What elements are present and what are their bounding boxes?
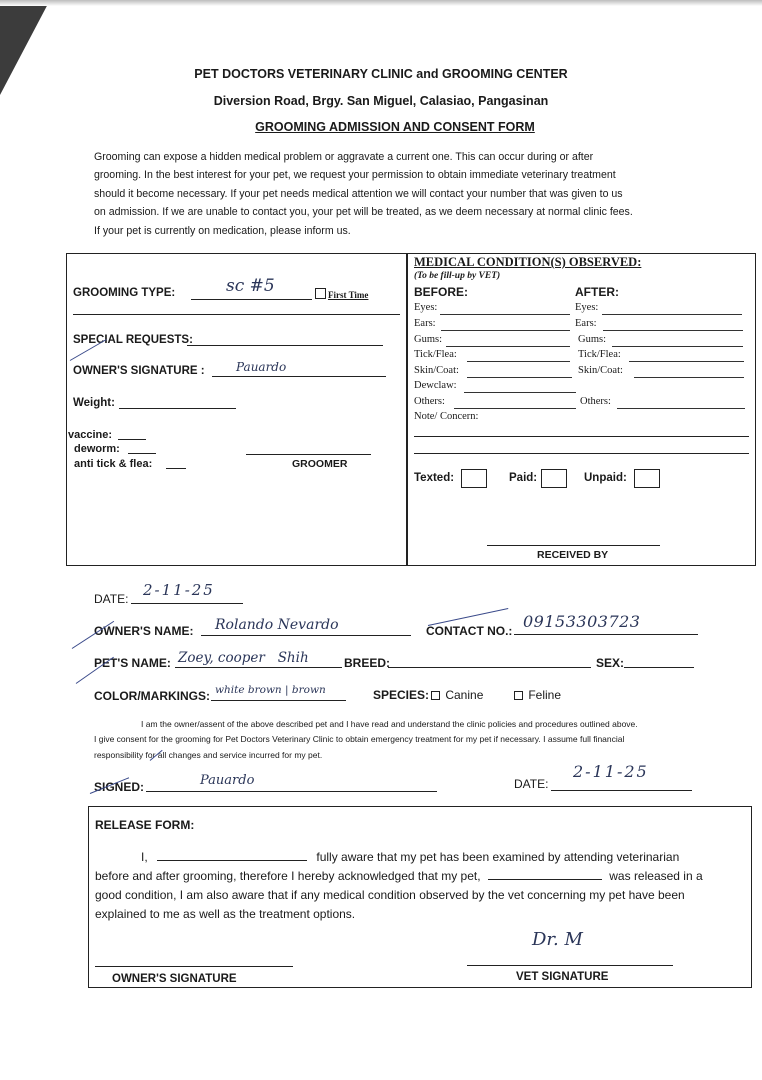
consent-date-field[interactable] xyxy=(551,790,692,791)
clinic-address: Diversion Road, Brgy. San Miguel, Calasiao, Pangasinan xyxy=(213,94,549,108)
before-others-field[interactable] xyxy=(454,408,576,409)
after-skincoat-field[interactable] xyxy=(634,377,744,378)
vaccine-field[interactable] xyxy=(118,439,146,440)
received-by-line xyxy=(487,545,660,546)
column-divider xyxy=(406,253,408,566)
release-title: RELEASE FORM: xyxy=(95,818,195,832)
deworm-field[interactable] xyxy=(128,453,156,454)
release-line-1 xyxy=(95,848,755,867)
note-concern-label: Note/ Concern: xyxy=(414,411,479,422)
grooming-type-line-2 xyxy=(73,314,400,315)
signed-label: SIGNED: xyxy=(94,780,145,794)
groomer-label: GROOMER xyxy=(292,458,348,470)
deworm-label: deworm: xyxy=(74,443,120,455)
owner-name-value: Rolando Nevardo xyxy=(215,617,339,633)
release-line-3: good condition, I am also aware that if any medical condition observed by the vet concerning my pet have been xyxy=(95,888,685,902)
signed-value: Pauardo xyxy=(200,773,255,788)
signed-field[interactable] xyxy=(146,791,437,792)
species-label: SPECIES: xyxy=(373,688,430,702)
texted-label: Texted: xyxy=(414,472,455,484)
consent-line-3: responsibility for all changes and service incurred for my pet. xyxy=(94,750,323,760)
release-owner-name-field[interactable] xyxy=(157,860,307,861)
scan-top-shadow xyxy=(0,0,762,6)
intro-line: should it become necessary. If your pet needs medical attention we will contact your number that was given to us xyxy=(94,187,623,200)
groomer-line xyxy=(246,454,371,455)
note-line-2[interactable] xyxy=(414,453,749,454)
consent-line-2: I give consent for the grooming for Pet Doctors Veterinary Clinic to obtain emergency treatment for my pet if necessary. I assume full financial xyxy=(94,734,625,744)
after-others-field[interactable] xyxy=(617,408,745,409)
contact-label: CONTACT NO.: xyxy=(426,624,513,638)
contact-field[interactable] xyxy=(514,634,698,635)
before-dewclaw-field[interactable] xyxy=(464,392,576,393)
canine-label: Canine xyxy=(445,688,484,702)
before-others-label: Others: xyxy=(414,396,445,407)
anti-tick-field[interactable] xyxy=(166,468,186,469)
date-field[interactable] xyxy=(131,603,243,604)
before-ears-label: Ears: xyxy=(414,318,436,329)
intro-line: on admission. If we are unable to contact you, your pet will be treated, as we deem necessary at normal clinic fees. xyxy=(94,206,633,219)
special-requests-label: SPECIAL REQUESTS: xyxy=(73,334,193,346)
color-markings-label: COLOR/MARKINGS: xyxy=(94,689,210,703)
weight-label: Weight: xyxy=(73,397,115,409)
release-pet-name-field[interactable] xyxy=(488,879,602,880)
before-eyes-field[interactable] xyxy=(440,314,570,315)
date-value: 2-11-25 xyxy=(143,581,215,599)
release-line-4: explained to me as well as the treatment options. xyxy=(95,907,356,921)
owner-signature-release-line[interactable] xyxy=(95,966,293,967)
form-title: GROOMING ADMISSION AND CONSENT FORM xyxy=(255,120,535,134)
after-skincoat-label: Skin/Coat: xyxy=(578,365,623,376)
intro-line: If your pet is currently on medication, please inform us. xyxy=(94,224,351,237)
pet-name-label: PET'S NAME: xyxy=(94,656,171,670)
note-line-1[interactable] xyxy=(414,436,749,437)
weight-field[interactable] xyxy=(119,408,236,409)
medical-title: MEDICAL CONDITION(S) OBSERVED: xyxy=(414,255,642,269)
first-time-box[interactable] xyxy=(315,288,326,299)
before-label: BEFORE: xyxy=(414,285,468,299)
owner-name-field[interactable] xyxy=(201,635,411,636)
release-i: I, xyxy=(141,850,148,864)
pet-name-field[interactable] xyxy=(175,667,342,668)
before-dewclaw-label: Dewclaw: xyxy=(414,380,457,391)
sex-field[interactable] xyxy=(624,667,694,668)
after-eyes-field[interactable] xyxy=(602,314,742,315)
unpaid-checkbox[interactable] xyxy=(634,469,660,488)
unpaid-label: Unpaid: xyxy=(584,472,627,484)
contact-value: 09153303723 xyxy=(523,612,641,631)
feline-label: Feline xyxy=(528,688,562,702)
vet-signature-value: Dr. M xyxy=(532,929,583,950)
first-time-label: First Time xyxy=(328,290,369,300)
before-eyes-label: Eyes: xyxy=(414,302,438,313)
sex-label: SEX: xyxy=(596,656,625,670)
before-tickflea-label: Tick/Flea: xyxy=(414,349,457,360)
vaccine-label: vaccine: xyxy=(68,429,113,441)
consent-line-1: I am the owner/assent of the above described pet and I have read and understand the clinic policies and procedures outlined above. xyxy=(141,719,638,729)
breed-field[interactable] xyxy=(388,667,591,668)
before-skincoat-field[interactable] xyxy=(467,377,572,378)
consent-date-label: DATE: xyxy=(514,777,549,791)
owner-signature-release-label: OWNER'S SIGNATURE xyxy=(112,973,237,985)
release-line1-text: fully aware that my pet has been examined by attending veterinarian xyxy=(316,850,680,864)
owner-signature-field[interactable] xyxy=(212,376,386,377)
intro-line: grooming. In the best interest for your pet, we request your permission to obtain immediate veterinary treatment xyxy=(94,169,616,182)
species-feline-option[interactable] xyxy=(514,688,561,702)
date-label: DATE: xyxy=(94,592,129,606)
grooming-type-label: GROOMING TYPE: xyxy=(73,287,176,299)
special-requests-field[interactable] xyxy=(187,345,383,346)
owner-name-label: OWNER'S NAME: xyxy=(94,624,194,638)
owner-signature-value: Pauardo xyxy=(236,360,287,374)
before-tickflea-field[interactable] xyxy=(467,361,570,362)
release-line-2 xyxy=(95,867,755,886)
before-gums-label: Gums: xyxy=(414,334,443,345)
before-skincoat-label: Skin/Coat: xyxy=(414,365,459,376)
grooming-type-field[interactable] xyxy=(191,299,312,300)
color-markings-field[interactable] xyxy=(211,700,346,701)
received-by-label: RECEIVED BY xyxy=(537,549,609,561)
release-text xyxy=(95,848,755,924)
after-eyes-label: Eyes: xyxy=(575,302,599,313)
intro-paragraph xyxy=(94,148,714,240)
medical-subtitle: (To be fill-up by VET) xyxy=(414,271,501,281)
after-tickflea-field[interactable] xyxy=(629,361,744,362)
canine-radio[interactable] xyxy=(431,691,440,700)
after-ears-label: Ears: xyxy=(575,318,597,329)
texted-checkbox[interactable] xyxy=(461,469,487,488)
breed-label: BREED: xyxy=(344,656,391,670)
after-label: AFTER: xyxy=(575,285,619,299)
owner-signature-label: OWNER'S SIGNATURE : xyxy=(73,365,205,377)
admission-box xyxy=(66,253,756,566)
after-gums-label: Gums: xyxy=(578,334,607,345)
after-tickflea-label: Tick/Flea: xyxy=(578,349,621,360)
vet-signature-label: VET SIGNATURE xyxy=(516,971,609,983)
vet-signature-line[interactable] xyxy=(467,965,673,966)
first-time-checkbox[interactable] xyxy=(315,288,368,300)
release-line2-text: before and after grooming, therefore I hereby acknowledged that my pet, xyxy=(95,869,481,883)
after-gums-field[interactable] xyxy=(612,346,743,347)
before-gums-field[interactable] xyxy=(446,346,570,347)
color-markings-value: white brown | brown xyxy=(215,684,326,696)
before-ears-field[interactable] xyxy=(441,330,570,331)
after-others-label: Others: xyxy=(580,396,611,407)
release-line2-end: was released in a xyxy=(609,869,703,883)
anti-tick-label: anti tick & flea: xyxy=(74,458,153,470)
clinic-name: PET DOCTORS VETERINARY CLINIC and GROOMING CENTER xyxy=(194,67,568,81)
paid-label: Paid: xyxy=(509,472,538,484)
pet-name-value: Zoey, cooper Shih xyxy=(178,650,309,666)
after-ears-field[interactable] xyxy=(603,330,743,331)
paid-checkbox[interactable] xyxy=(541,469,567,488)
grooming-type-value: sc #5 xyxy=(226,276,275,296)
species-canine-option[interactable] xyxy=(431,688,483,702)
feline-radio[interactable] xyxy=(514,691,523,700)
intro-line: Grooming can expose a hidden medical problem or aggravate a current one. This can occur during or after xyxy=(94,151,594,163)
consent-date-value: 2-11-25 xyxy=(573,762,649,781)
